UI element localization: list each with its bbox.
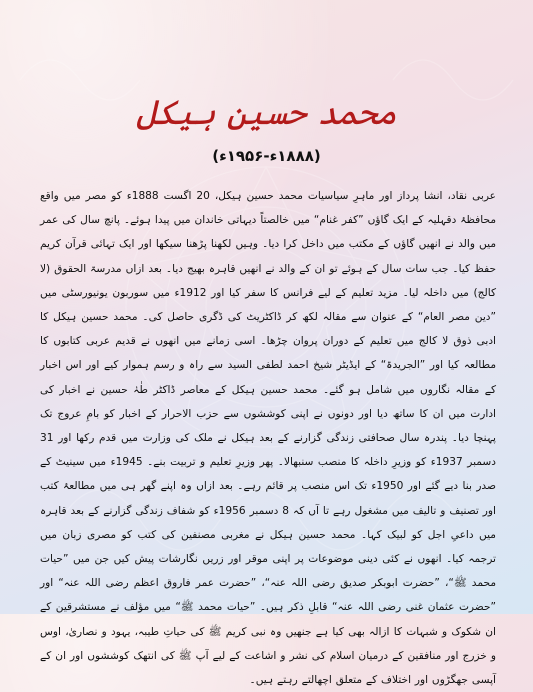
title-block (0, 92, 533, 134)
dates-block (0, 146, 533, 165)
life-dates: (۱۸۸۸ء-۱۹۵۶ء) (212, 147, 321, 165)
body-paragraph: عربی نقاد، انشا پرداز اور ماہرِ سیاسیات محمد حسین ہیکل، 20 اگست 1888ء کو مصر میں واقع محافظۂ دقہلیہ کے ایک گاؤں ”کفر غنام“ میں خالصتاً دیہاتی خاندان میں پیدا ہوئے۔ پانچ سال کی عمر میں والد نے انھیں گاؤں کے مکتب میں داخل کرا دیا۔ وہیں لکھنا پڑھنا سیکھا اور ایک تہائی قرآن کریم حفظ کیا۔ جب سات سال کے ہوئے تو ان کے والد نے انھیں قاہرہ بھیج دیا۔ بعد ازاں مدرسۃ الحقوق (لا کالج) میں داخلہ لیا۔ مزید تعلیم کے لیے فرانس کا سفر کیا اور 1912ء میں سوربون یونیورسٹی میں ”دین مصر العام“ کے عنوان سے مقالہ لکھ کر ڈاکٹریٹ کی ڈگری حاصل کی۔ محمد حسین ہیکل کا ادبی ذوق لا کالج میں تعلیم کے دوران پروان چڑھا۔ اسی زمانے میں انھوں نے قدیم عربی کتابوں کا مطالعہ کیا اور ”الجریدۃ“ کے ایڈیٹر شیخ احمد لطفی السید سے راہ و رسم ہموار کیے اور اس اخبار کے مقالہ نگاروں میں شامل ہو گئے۔ محمد حسین ہیکل کے معاصر ڈاکٹر طٰہٰ حسین نے اخبار کی ادارت میں ان کا ساتھ دیا اور دونوں نے اپنی کوششوں سے حزب الاحرار کے اخبار کو بامِ عروج تک پہنچا دیا۔ پندرہ سال صحافتی زندگی گزارنے کے بعد ہیکل نے ملک کی وزارت میں قدم رکھا اور 31 دسمبر 1937ء کو وزیرِ داخلہ کا منصب سنبھالا۔ پھر وزیرِ تعلیم و تربیت بنے۔ 1945ء میں سینیٹ کے صدر بنا دیے گئے اور 1950ء تک اس منصب پر قائم رہے۔ بعد ازاں وہ اپنے گھر ہی میں مطالعۂ کتب اور تصنیف و تالیف میں مشغول رہے تا آں کہ 8 دسمبر 1956ء کو شفاف زندگی گزارنے کے بعد قاہرہ میں داعیِ اجل کو لبیک کہا۔ محمد حسین ہیکل نے مغربی مصنفین کی کتب کو مصری زبان میں ترجمہ کیا۔ انھوں نے کئی دینی موضوعات پر اپنی موقر اور زریں نگارشات پیش کیں جن میں ”حیات محمد ﷺ“، ”حضرت ابوبکر صدیق رضی اللہ عنہ“، ”حضرت عمر فاروق اعظم رضی اللہ عنہ“ اور ”حضرت عثمان غنی رضی اللہ عنہ“ قابلِ ذکر ہیں۔ ”حیات محمد ﷺ“ میں مؤلف نے مستشرقین کے ان شکوک و شبہات کا ازالہ بھی کیا ہے جنھیں وہ نبی کریم ﷺ کی حیاتِ طیبہ، یہود و نصاریٰ، اوس و خزرج اور منافقین کے درمیان اسلام کی نشر و اشاعت کے لیے آپ ﷺ کی انتھک کوششوں اور ان کے آپسی جھگڑوں اور اختلاف کے متعلق اچھالتے رہتے ہیں۔ (40, 190, 497, 687)
body-text-block (40, 184, 496, 692)
page-title: محمد حسین ہیکل (136, 93, 397, 133)
